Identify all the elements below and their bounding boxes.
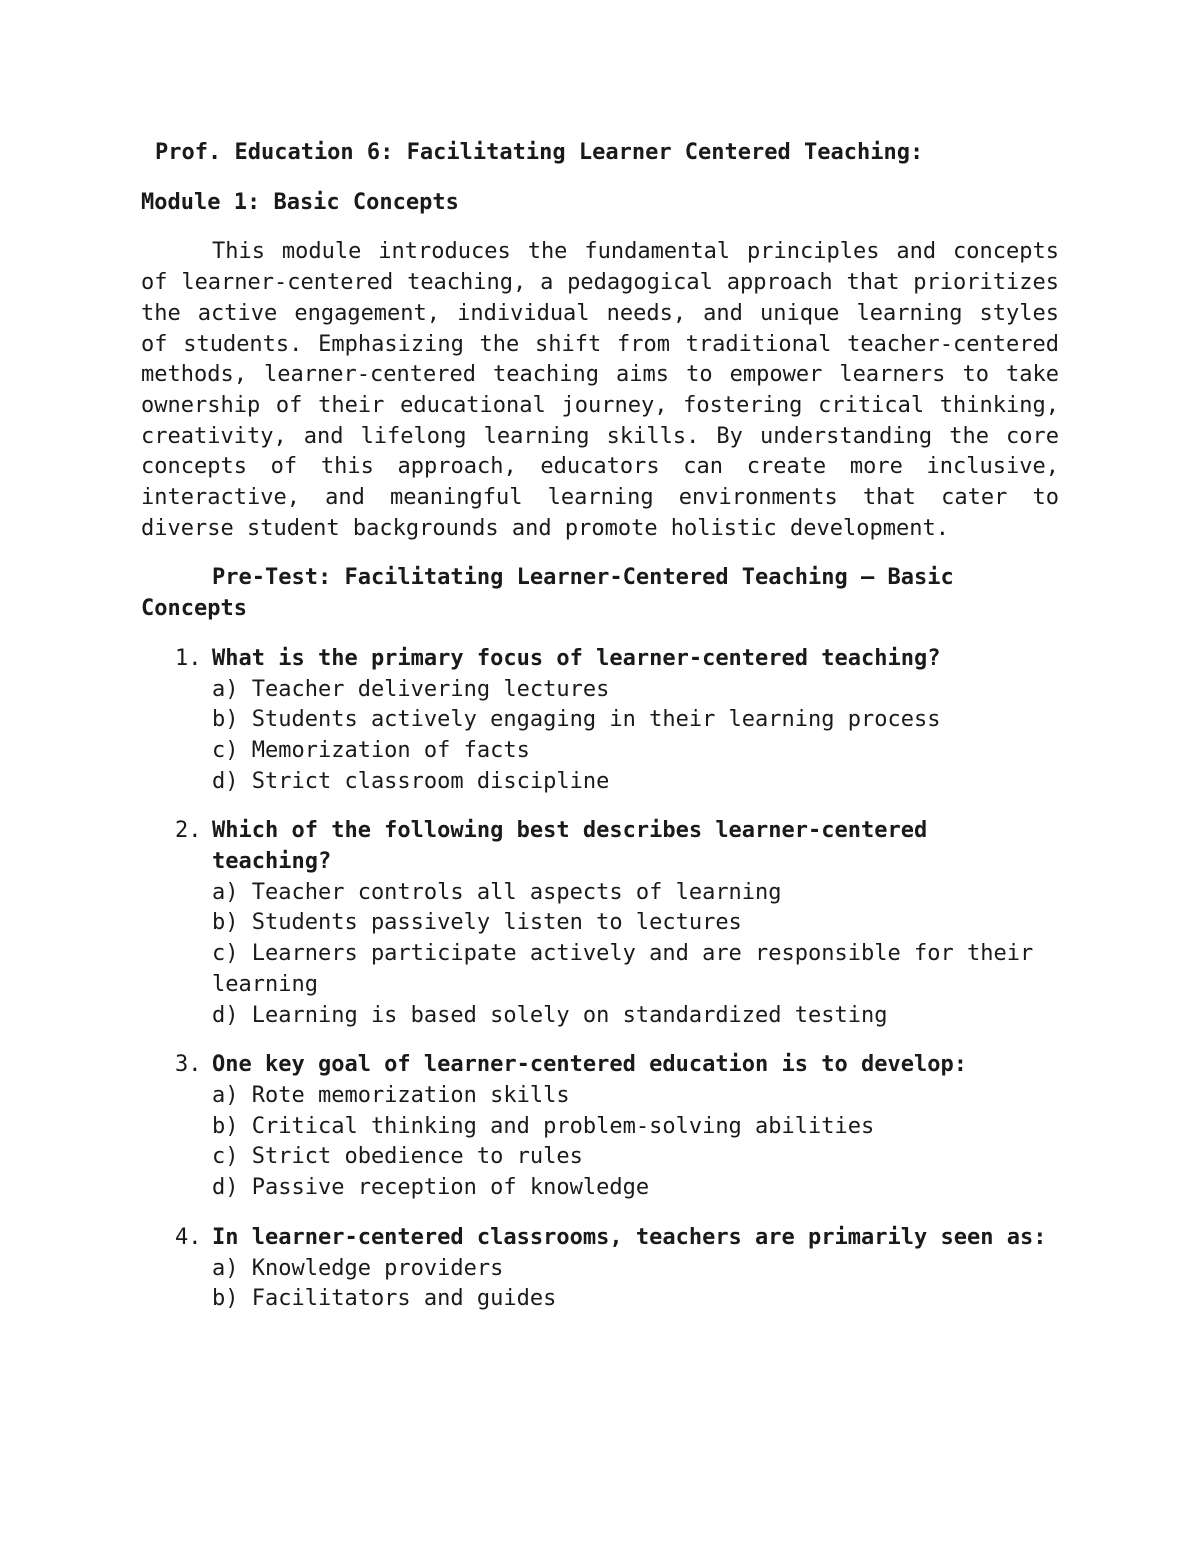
- question-number: 1.: [175, 645, 202, 671]
- question-text: What is the primary focus of learner-centered teaching?: [212, 645, 941, 671]
- answer-option: b) Students passively listen to lectures: [212, 910, 742, 936]
- question-number: 3.: [175, 1052, 202, 1078]
- document-title: Prof. Education 6: Facilitating Learner Centered Teaching:: [155, 140, 924, 165]
- question-text: One key goal of learner-centered education is to develop:: [212, 1052, 967, 1078]
- answer-option: a) Rote memorization skills: [212, 1082, 570, 1108]
- answer-option: d) Passive reception of knowledge: [212, 1175, 650, 1201]
- question-3: [141, 1050, 1059, 1204]
- pretest-heading: Pre-Test: Facilitating Learner-Centered Teaching – Basic Concepts: [141, 565, 954, 622]
- answer-option: c) Learners participate actively and are responsible for their learning: [212, 941, 1034, 997]
- document-page: [141, 138, 1059, 1334]
- question-text: In learner-centered classrooms, teachers are primarily seen as:: [212, 1224, 1047, 1250]
- answer-option: d) Learning is based solely on standardized testing: [212, 1002, 888, 1028]
- question-number: 2.: [175, 818, 202, 844]
- answer-option: b) Critical thinking and problem-solving abilities: [212, 1113, 875, 1139]
- question-number: 4.: [175, 1224, 202, 1250]
- answer-option: b) Facilitators and guides: [212, 1286, 557, 1312]
- module-heading: Module 1: Basic Concepts: [141, 189, 459, 215]
- answer-option: c) Memorization of facts: [212, 737, 530, 763]
- answer-option: c) Strict obedience to rules: [212, 1144, 583, 1170]
- answer-option: a) Teacher controls all aspects of learning: [212, 879, 782, 905]
- answer-option: b) Students actively engaging in their learning process: [212, 707, 941, 733]
- intro-paragraph: This module introduces the fundamental principles and concepts of learner-centered teaching, a pedagogical approach that prioritizes the active engagement, individual needs, and unique learning styles of students. Emphasizing the shift from traditional teacher-centered methods, learner-centered teaching aims to empower learners to take ownership of their educational journey, fostering critical thinking, creativity, and lifelong learning skills. By understanding the core concepts of this approach, educators can create more inclusive, interactive, and meaningful learning environments that cater to diverse student backgrounds and promote holistic development.: [141, 239, 1059, 541]
- answer-option: d) Strict classroom discipline: [212, 768, 610, 794]
- question-list: [141, 644, 1059, 1315]
- question-text: Which of the following best describes learner-centered teaching?: [212, 818, 928, 875]
- question-2: [141, 816, 1059, 1031]
- answer-option: a) Knowledge providers: [212, 1255, 504, 1281]
- question-4: [141, 1223, 1059, 1315]
- answer-option: a) Teacher delivering lectures: [212, 676, 610, 702]
- question-1: [141, 644, 1059, 798]
